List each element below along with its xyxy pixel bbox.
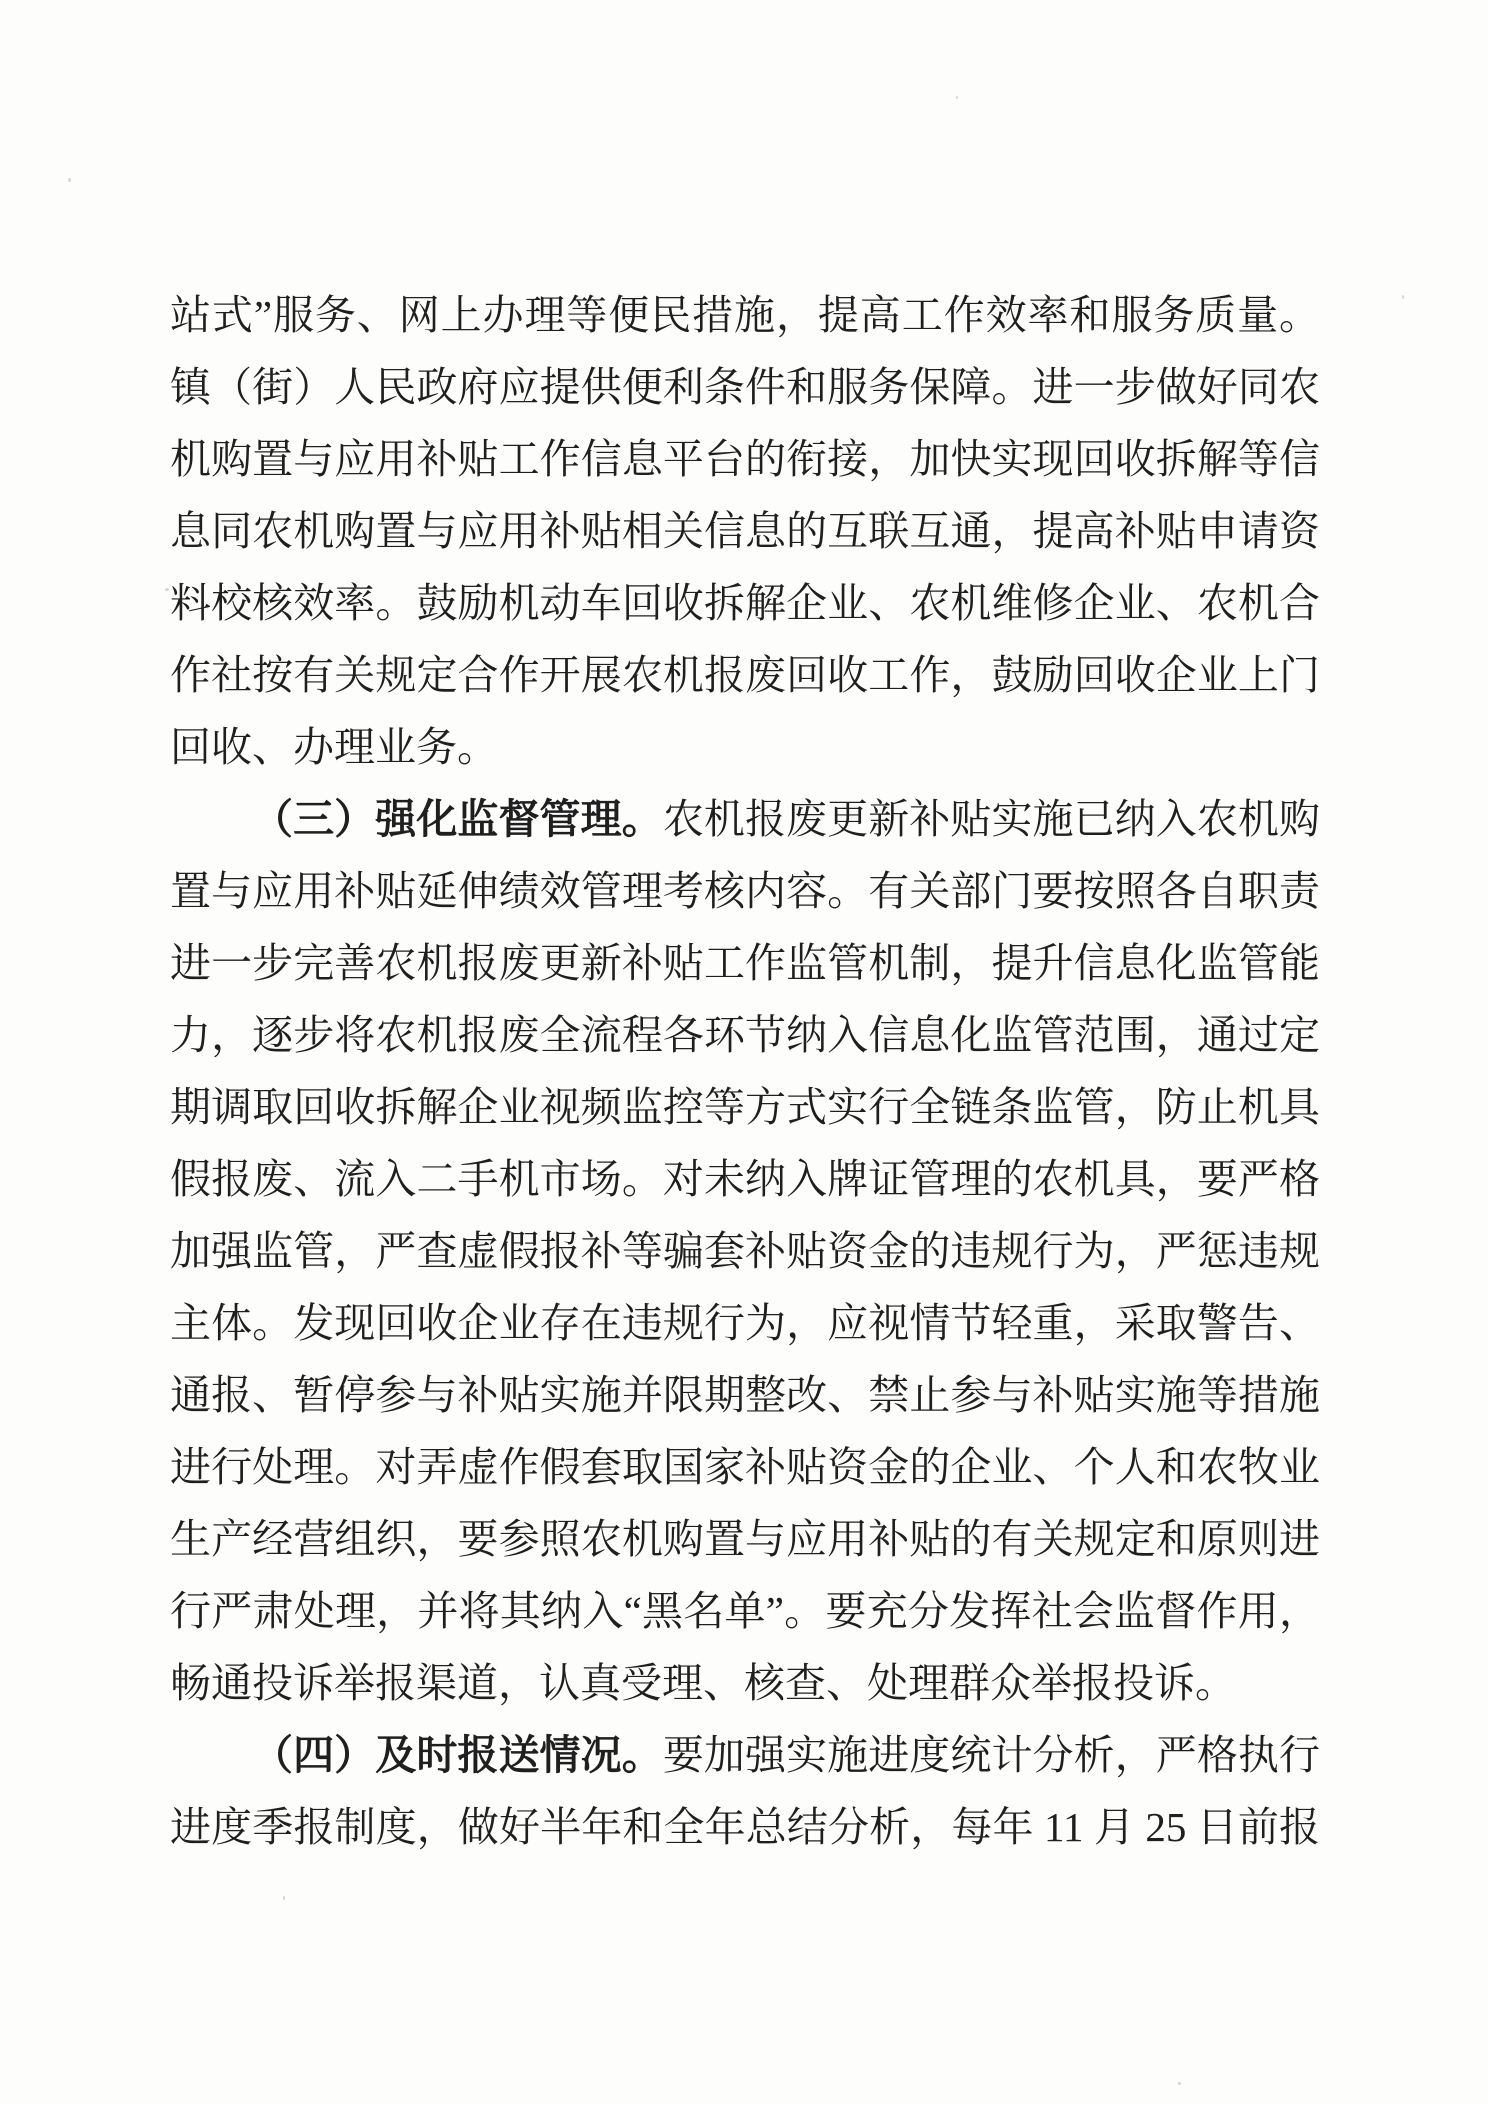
text-line bbox=[170, 1071, 1320, 1143]
body-text: 息同农机购置与应用补贴相关信息的互联互通，提高补贴申请资 bbox=[170, 508, 1320, 554]
body-text: 进行处理。对弄虚作假套取国家补贴资金的企业、个人和农牧业 bbox=[170, 1444, 1320, 1490]
body-text: 期调取回收拆解企业视频监控等方式实行全链条监管，防止机具 bbox=[170, 1084, 1320, 1130]
body-text: 置与应用补贴延伸绩效管理考核内容。有关部门要按照各自职责 bbox=[170, 868, 1320, 914]
paragraph-section-four bbox=[170, 1719, 1320, 1863]
text-line bbox=[170, 1287, 1320, 1359]
text-line bbox=[170, 639, 1320, 711]
body-text: 镇（街）人民政府应提供便利条件和服务保障。进一步做好同农 bbox=[170, 364, 1320, 410]
body-text: 站式”服务、网上办理等便民措施，提高工作效率和服务质量。 bbox=[170, 292, 1320, 338]
text-line bbox=[170, 1791, 1320, 1863]
text-line bbox=[170, 1503, 1320, 1575]
body-text: 行严肃处理，并将其纳入“黑名单”。要充分发挥社会监督作用， bbox=[170, 1588, 1320, 1634]
body-text: 畅通投诉举报渠道，认真受理、核查、处理群众举报投诉。 bbox=[170, 1660, 1236, 1706]
body-text: 力，逐步将农机报废全流程各环节纳入信息化监管范围，通过定 bbox=[170, 1012, 1320, 1058]
text-line bbox=[170, 927, 1320, 999]
text-line bbox=[170, 1359, 1320, 1431]
text-line bbox=[170, 567, 1320, 639]
body-text: 农机报废更新补贴实施已纳入农机购 bbox=[662, 796, 1321, 842]
section-heading: （四）及时报送情况。 bbox=[252, 1732, 663, 1778]
text-line bbox=[170, 999, 1320, 1071]
text-line bbox=[170, 1719, 1320, 1791]
body-text: 进度季报制度，做好半年和全年总结分析，每年 11 月 25 日前报 bbox=[170, 1804, 1320, 1850]
text-line bbox=[170, 783, 1320, 855]
scan-speck bbox=[1402, 295, 1404, 299]
scan-speck bbox=[283, 1896, 285, 1900]
text-line bbox=[170, 711, 1320, 783]
body-text: 机购置与应用补贴工作信息平台的衔接，加快实现回收拆解等信 bbox=[170, 436, 1320, 482]
scan-speck bbox=[1178, 2082, 1181, 2085]
body-text: 生产经营组织，要参照农机购置与应用补贴的有关规定和原则进 bbox=[170, 1516, 1320, 1562]
body-text: 要加强实施进度统计分析，严格执行 bbox=[662, 1732, 1321, 1778]
body-text: 料校核效率。鼓励机动车回收拆解企业、农机维修企业、农机合 bbox=[170, 580, 1320, 626]
section-heading: （三）强化监督管理。 bbox=[252, 796, 663, 842]
text-line bbox=[170, 351, 1320, 423]
text-line bbox=[170, 279, 1320, 351]
text-line bbox=[170, 855, 1320, 927]
document-body bbox=[170, 279, 1320, 1863]
text-line bbox=[170, 1215, 1320, 1287]
body-text: 作社按有关规定合作开展农机报废回收工作，鼓励回收企业上门 bbox=[170, 652, 1320, 698]
text-line bbox=[170, 1143, 1320, 1215]
text-line bbox=[170, 1647, 1320, 1719]
scan-speck bbox=[68, 178, 71, 182]
text-line bbox=[170, 1575, 1320, 1647]
body-text: 回收、办理业务。 bbox=[170, 724, 498, 770]
text-line bbox=[170, 1431, 1320, 1503]
paragraph-continuation bbox=[170, 279, 1320, 783]
text-line bbox=[170, 423, 1320, 495]
scan-speck bbox=[165, 588, 169, 591]
body-text: 加强监管，严查虚假报补等骗套补贴资金的违规行为，严惩违规 bbox=[170, 1228, 1320, 1274]
body-text: 进一步完善农机报废更新补贴工作监管机制，提升信息化监管能 bbox=[170, 940, 1320, 986]
body-text: 通报、暂停参与补贴实施并限期整改、禁止参与补贴实施等措施 bbox=[170, 1372, 1320, 1418]
text-line bbox=[170, 495, 1320, 567]
body-text: 主体。发现回收企业存在违规行为，应视情节轻重，采取警告、 bbox=[170, 1300, 1320, 1346]
body-text: 假报废、流入二手机市场。对未纳入牌证管理的农机具，要严格 bbox=[170, 1156, 1320, 1202]
scan-speck bbox=[956, 96, 958, 99]
paragraph-section-three bbox=[170, 783, 1320, 1719]
